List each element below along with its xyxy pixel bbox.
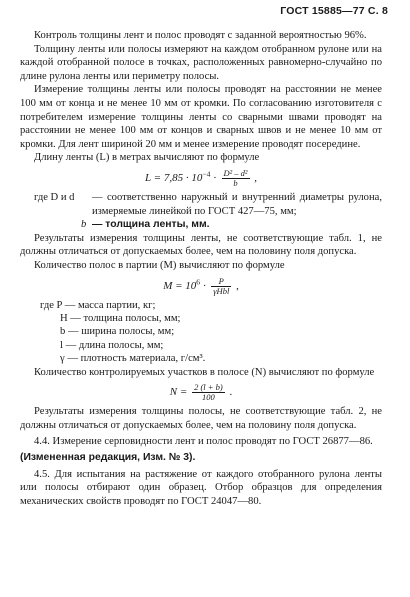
formula-length-denominator: b bbox=[233, 177, 238, 188]
paragraph-amendment-note: (Измененная редакция, Изм. № 3). bbox=[20, 451, 196, 463]
formula-length-numerator: D² – d² bbox=[223, 167, 248, 178]
formula-length-fraction bbox=[222, 169, 250, 188]
formula-length bbox=[20, 169, 382, 188]
definition-thickness-symbol: b bbox=[81, 219, 87, 231]
formula-sections-denominator: 100 bbox=[202, 392, 215, 403]
formula-strip-count-exponent: 6 bbox=[196, 276, 201, 286]
formula-sections-fraction bbox=[192, 383, 225, 402]
definition-density: γ — плотность материала, г/см³. bbox=[60, 353, 206, 365]
page-body bbox=[20, 29, 382, 508]
formula-sections-lhs: N = bbox=[169, 386, 188, 399]
definition-strip-width: b — ширина полосы, мм; bbox=[60, 326, 175, 338]
formula-length-dot: · bbox=[213, 171, 217, 184]
formula-strip-count-fraction bbox=[211, 277, 231, 296]
formula-length-lhs: L = 7,85 · 10 bbox=[145, 171, 203, 184]
definition-thickness bbox=[81, 218, 382, 232]
paragraph-thickness-measurement: Толщину ленты или полосы измеряют на каждом отобранном рулоне или на каждой отобранной полосе в точках, расположенных равномерно-случайно по длине рулона ленты или периметру полосы. bbox=[20, 43, 382, 82]
paragraph-strip-count-intro: Количество полос в партии (M) вычисляют по формуле bbox=[34, 259, 285, 271]
formula-sections-tail: . bbox=[229, 386, 233, 399]
paragraph-section-4-5: 4.5. Для испытания на растяжение от каждого отобранного рулона ленты или полосы отбирают один образец. Отбор образцов для определения механических свойств проводят по ГОСТ 24047—80. bbox=[20, 468, 382, 507]
definition-diameters-symbol: где D и d bbox=[34, 191, 75, 203]
paragraph-section-4-4: 4.4. Измерение серповидности лент и полос проводят по ГОСТ 26877—86. bbox=[34, 436, 373, 448]
formula-strip-count bbox=[20, 277, 382, 296]
definition-strip-thickness: H — толщина полосы, мм; bbox=[60, 312, 181, 324]
paragraph-length-formula-intro: Длину ленты (L) в метрах вычисляют по формуле bbox=[34, 152, 260, 164]
formula-strip-count-dot: · bbox=[202, 279, 207, 292]
paragraph-thickness-control: Контроль толщины лент и полос проводят с заданной вероятностью 96%. bbox=[34, 30, 367, 41]
paragraph-measurement-distance: Измерение толщины ленты или полосы проводят на расстоянии не менее 100 мм от конца и не менее 10 мм от кромки. По согласованию изготовителя с потребителем измерение толщины ленты со сварными швами проводят на расстоянии не менее 100 мм от концов и сварных швов и не менее 10 мм от кромки. Для лент шириной 20 мм и менее измерение проводят посередине. bbox=[20, 84, 382, 150]
formula-sections bbox=[20, 383, 382, 402]
definition-diameters bbox=[34, 191, 382, 218]
formula-strip-count-denominator: γHbl bbox=[213, 285, 230, 296]
formula-strip-count-numerator: P bbox=[211, 277, 231, 287]
paragraph-sections-intro: Количество контролируемых участков в полосе (N) вычисляют по формуле bbox=[34, 366, 375, 378]
definition-mass: где P — масса партии, кг; bbox=[40, 299, 156, 311]
formula-strip-count-lhs: M = 10 bbox=[163, 279, 197, 292]
definition-thickness-text: — толщина ленты, мм. bbox=[92, 219, 210, 231]
formula-sections-numerator: 2 (l + b) bbox=[194, 382, 223, 393]
definition-strip-length: l — длина полосы, мм; bbox=[60, 339, 164, 351]
definition-diameters-text: — соответственно наружный и внутренний диаметры рулона, измеряемые линейкой по ГОСТ 427—75, мм; bbox=[92, 191, 382, 217]
formula-strip-count-tail: , bbox=[236, 279, 239, 292]
paragraph-thickness-results: Результаты измерения толщины ленты, не соответствующие табл. 1, не должны отличаться от допускаемых более, чем на половину поля допуска. bbox=[20, 232, 382, 258]
paragraph-strip-results: Результаты измерения толщины полосы, не соответствующие табл. 2, не должны отличаться от допускаемых более, чем на половину поля допуска. bbox=[20, 406, 382, 431]
page-header: ГОСТ 15885—77 С. 8 bbox=[280, 5, 388, 17]
formula-length-tail: , bbox=[254, 171, 257, 184]
definition-list-strip bbox=[40, 299, 382, 366]
formula-length-exponent: −4 bbox=[202, 169, 211, 179]
